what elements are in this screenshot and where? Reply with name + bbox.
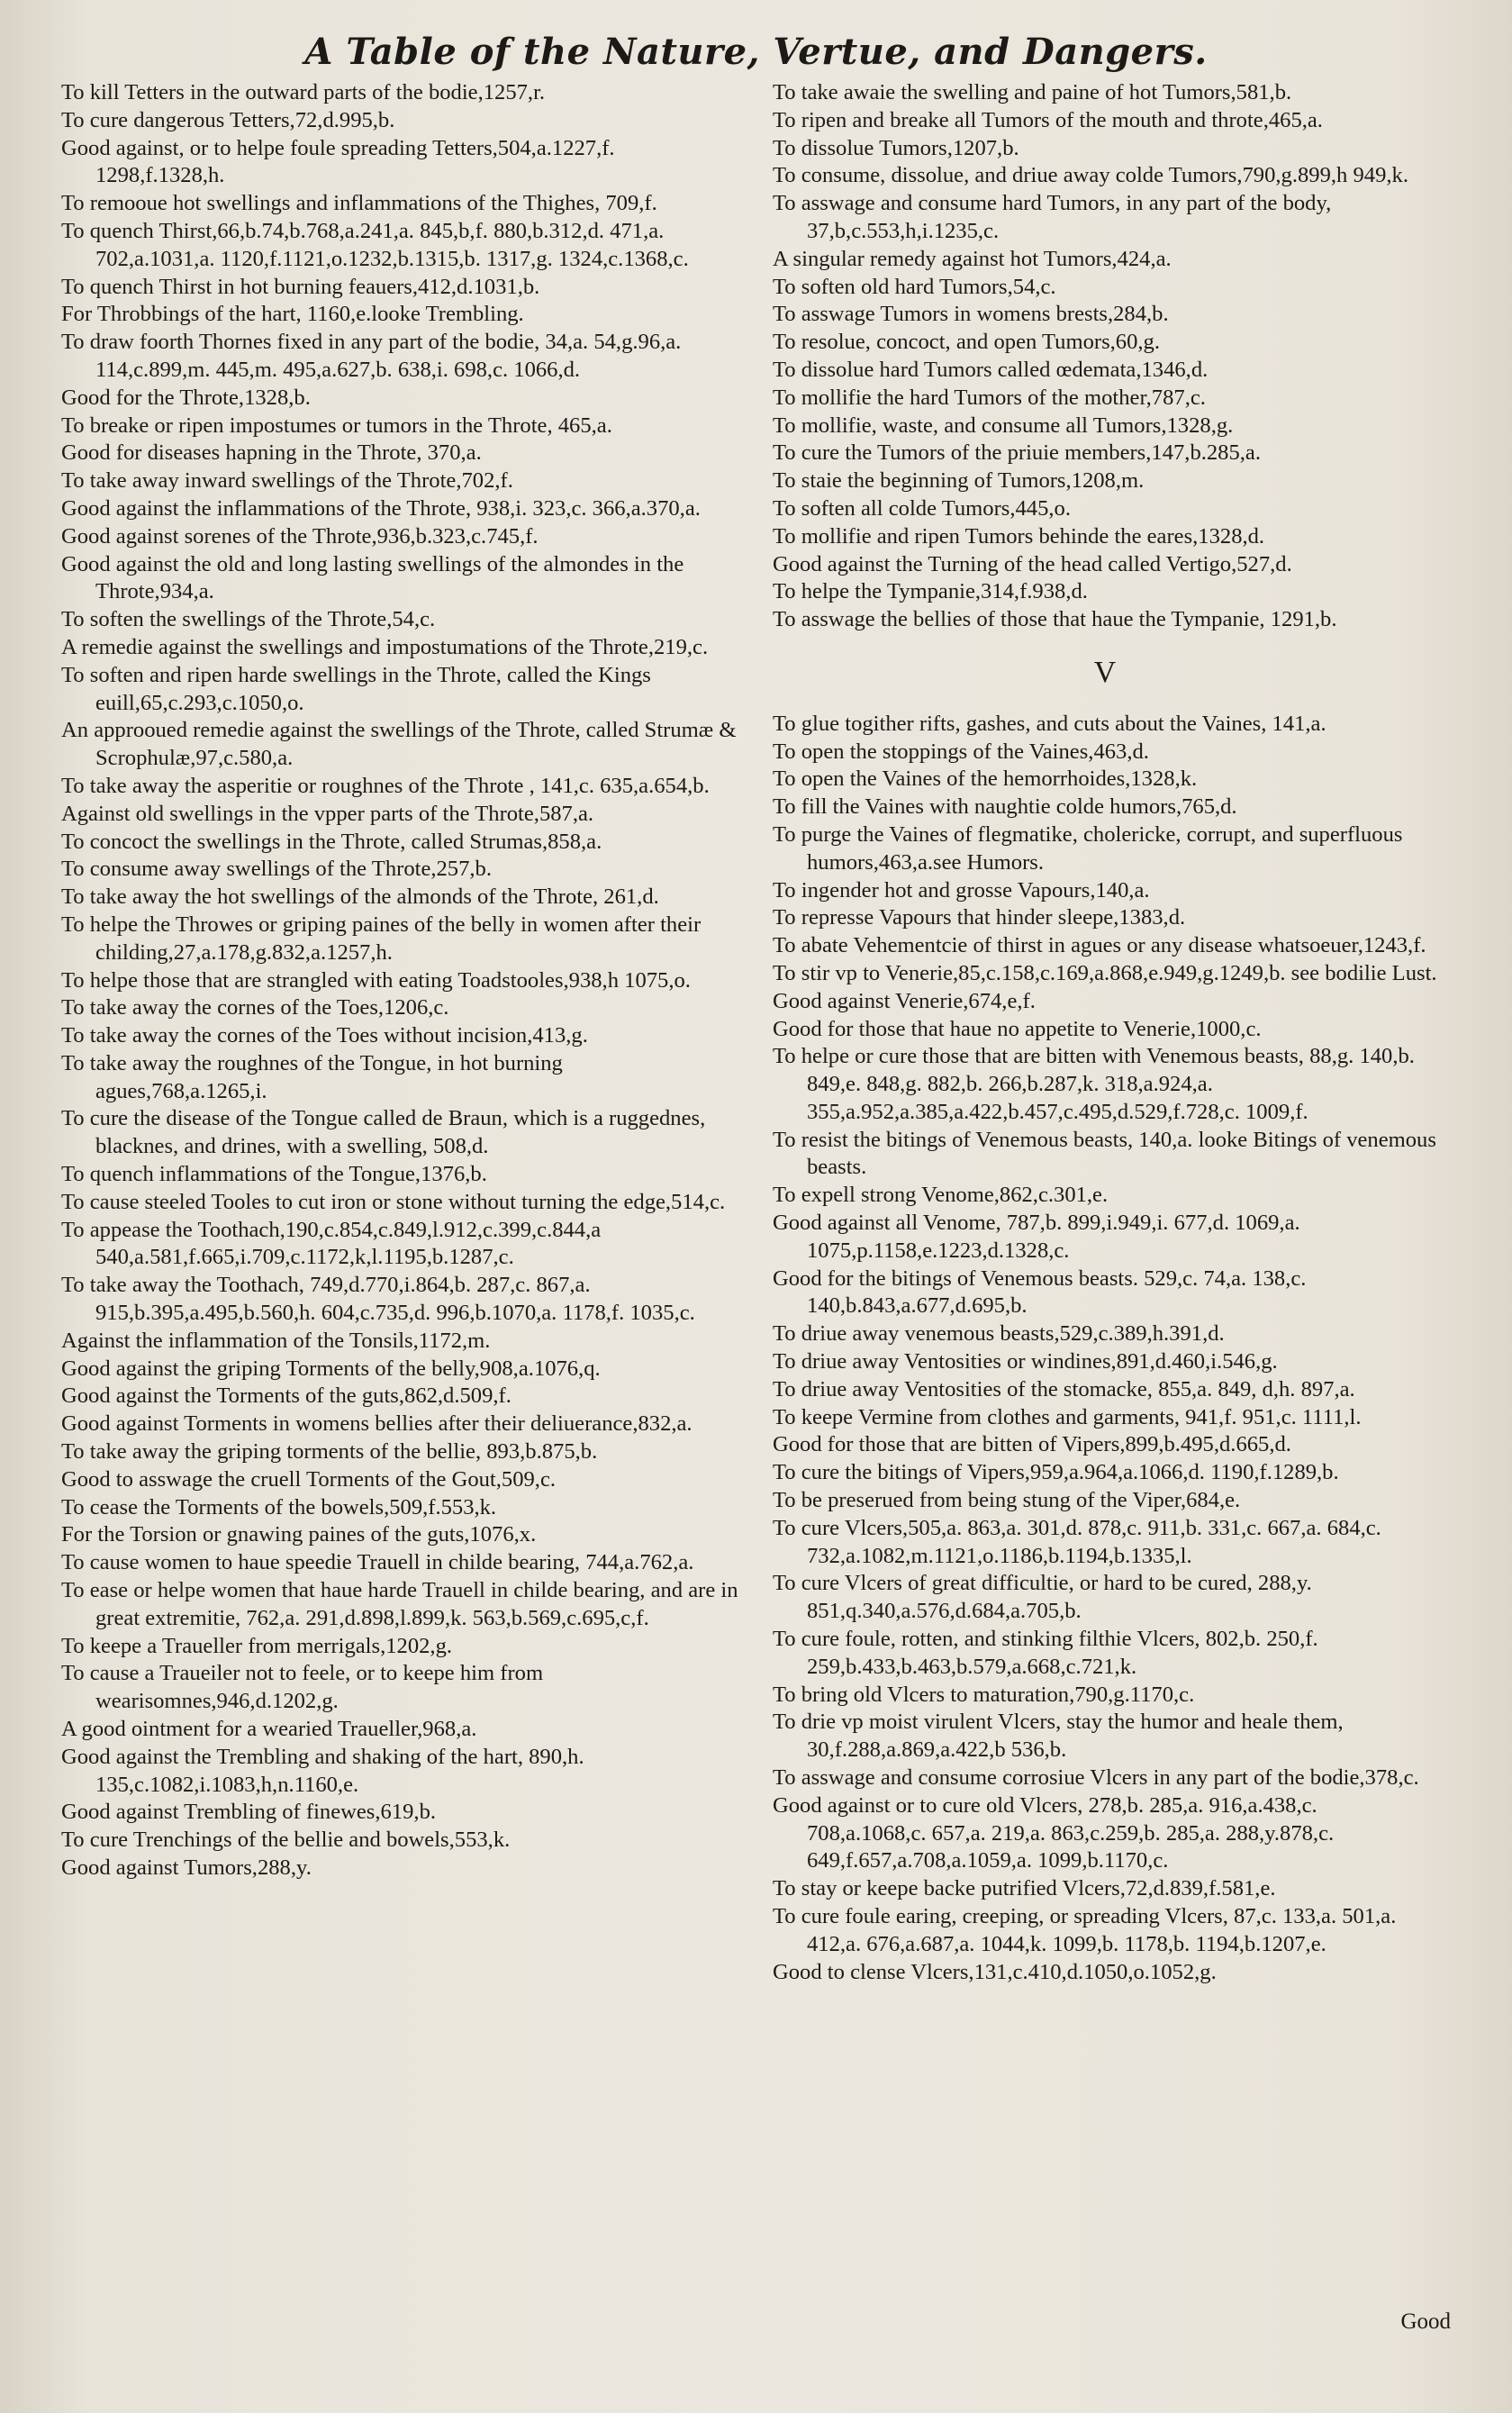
index-entry: Good against all Venome, 787,b. 899,i.949,i. 677,d. 1069,a. 1075,p.1158,e.1223,d.1328,c.	[773, 1211, 1300, 1263]
index-entry: Good against the griping Torments of the belly,908,a.1076,q.	[61, 1356, 601, 1381]
index-entry: Good against, or to helpe foule spreading Tetters,504,a.1227,f. 1298,f.1328,h.	[61, 135, 615, 188]
index-entry: To asswage and consume hard Tumors, in any part of the body, 37,b,c.553,h,i.1235,c.	[773, 191, 1332, 243]
index-entry: For the Torsion or gnawing paines of the guts,1076,x.	[61, 1522, 537, 1547]
index-entry: To take away the hot swellings of the almonds of the Throte, 261,d.	[61, 884, 659, 910]
index-entry: To take away the cornes of the Toes,1206,c.	[61, 995, 449, 1021]
right-column-v-entries	[773, 711, 1437, 1987]
index-entry: To dissolue Tumors,1207,b.	[773, 135, 1019, 160]
index-entry: To helpe or cure those that are bitten with Venemous beasts, 88,g. 140,b. 849,e. 848,g. 882,b. 266,b.287,k. 318,a.924,a. 355,a.952,a.385,a.422,b.457,c.495,d.529,f.728,c. 1009,f.	[773, 1044, 1415, 1124]
index-entry: Good against Trembling of finewes,619,b.	[61, 1800, 437, 1825]
index-entry: To abate Vehementcie of thirst in agues or any disease whatsoeuer,1243,f.	[773, 933, 1426, 958]
page-header-title: A Table of the Nature, Vertue, and Dangers.	[304, 31, 1208, 73]
index-entry: A good ointment for a wearied Traueller,968,a.	[61, 1717, 477, 1742]
index-entry: To cure the Tumors of the priuie members,147,b.285,a.	[773, 440, 1261, 466]
index-entry: Good against the inflammations of the Throte, 938,i. 323,c. 366,a.370,a.	[61, 495, 701, 521]
index-entry: Good against the Torments of the guts,862,d.509,f.	[61, 1383, 512, 1409]
index-entry: Against the inflammation of the Tonsils,1172,m.	[61, 1328, 491, 1353]
index-entry: To driue away venemous beasts,529,c.389,h.391,d.	[773, 1321, 1225, 1347]
index-entry: To mollifie the hard Tumors of the mother,787,c.	[773, 385, 1206, 410]
index-entry: For Throbbings of the hart, 1160,e.looke Trembling.	[61, 302, 524, 327]
index-entry: To quench Thirst,66,b.74,b.768,a.241,a. 845,b,f. 880,b.312,d. 471,a. 702,a.1031,a. 1120,f.1121,o.1232,b.1315,b. 1317,g. 1324,c.1368,c.	[61, 218, 689, 271]
index-entry: To helpe the Tympanie,314,f.938,d.	[773, 579, 1088, 604]
index-entry: To driue away Ventosities or windines,891,d.460,i.546,g.	[773, 1349, 1278, 1374]
index-entry: To take away the Toothach, 749,d.770,i.864,b. 287,c. 867,a. 915,b.395,a.495,b.560,h. 604,c.735,d. 996,b.1070,a. 1178,f. 1035,c.	[61, 1273, 695, 1326]
index-entry: To take away inward swellings of the Throte,702,f.	[61, 468, 513, 494]
index-entry: To ripen and breake all Tumors of the mouth and throte,465,a.	[773, 107, 1323, 132]
index-entry: To quench Thirst in hot burning feauers,412,d.1031,b.	[61, 274, 540, 299]
index-entry: To stay or keepe backe putrified Vlcers,72,d.839,f.581,e.	[773, 1876, 1276, 1901]
index-entry: To take awaie the swelling and paine of hot Tumors,581,b.	[773, 80, 1292, 104]
index-entry: Good to clense Vlcers,131,c.410,d.1050,o.1052,g.	[773, 1959, 1217, 1984]
index-entry: To drie vp moist virulent Vlcers, stay the humor and heale them, 30,f.288,a.869,a.422,b 536,b.	[773, 1710, 1344, 1763]
index-entry: To cause steeled Tooles to cut iron or stone without turning the edge,514,c.	[61, 1189, 726, 1214]
index-entry: To appease the Toothach,190,c.854,c.849,l.912,c.399,c.844,a 540,a.581,f.665,i.709,c.1172,k,l.1195,b.1287,c.	[61, 1217, 602, 1270]
left-column	[61, 79, 738, 1882]
index-entry: To cure Vlcers,505,a. 863,a. 301,d. 878,c. 911,b. 331,c. 667,a. 684,c. 732,a.1082,m.1121,o.1186,b.1194,b.1335,l.	[773, 1515, 1381, 1568]
index-entry: A remedie against the swellings and impostumations of the Throte,219,c.	[61, 634, 709, 659]
index-entry: To draw foorth Thornes fixed in any part of the bodie, 34,a. 54,g.96,a. 114,c.899,m. 445,m. 495,a.627,b. 638,i. 698,c. 1066,d.	[61, 330, 682, 382]
index-entry: To mollifie, waste, and consume all Tumors,1328,g.	[773, 413, 1234, 438]
index-entry: Good against Venerie,674,e,f.	[773, 988, 1036, 1013]
index-entry: Good for the bitings of Venemous beasts. 529,c. 74,a. 138,c. 140,b.843,a.677,d.695,b.	[773, 1265, 1307, 1319]
index-entry: To breake or ripen impostumes or tumors in the Throte, 465,a.	[61, 413, 612, 438]
index-entry: To mollifie and ripen Tumors behinde the eares,1328,d.	[773, 523, 1265, 549]
index-entry: To be preserued from being stung of the Viper,684,e.	[773, 1488, 1241, 1513]
index-entry: To keepe Vermine from clothes and garments, 941,f. 951,c. 1111,l.	[773, 1404, 1362, 1429]
right-column	[773, 79, 1437, 1986]
index-entry: A singular remedy against hot Tumors,424,a.	[773, 246, 1172, 271]
index-entry: To cause a Traueiler not to feele, or to keepe him from wearisomnes,946,d.1202,g.	[61, 1661, 544, 1714]
index-entry: Good against the old and long lasting swellings of the almondes in the Throte,934,a.	[61, 551, 684, 604]
index-entry: To driue away Ventosities of the stomacke, 855,a. 849, d,h. 897,a.	[773, 1376, 1355, 1402]
index-entry: To concoct the swellings in the Throte, called Strumas,858,a.	[61, 829, 602, 854]
index-entry: To take away the roughnes of the Tongue, in hot burning agues,768,a.1265,i.	[61, 1050, 563, 1103]
index-entry: To resolue, concoct, and open Tumors,60,g.	[773, 330, 1160, 355]
index-entry: To cure Trenchings of the bellie and bowels,553,k.	[61, 1828, 511, 1853]
index-entry: Good against Tumors,288,y.	[61, 1855, 312, 1880]
index-entry: To quench inflammations of the Tongue,1376,b.	[61, 1162, 487, 1187]
index-entry: Good to asswage the cruell Torments of the Gout,509,c.	[61, 1466, 557, 1492]
index-entry: To bring old Vlcers to maturation,790,g.1170,c.	[773, 1682, 1195, 1707]
index-entry: Good for those that haue no appetite to Venerie,1000,c.	[773, 1016, 1262, 1041]
index-entry: To asswage the bellies of those that haue the Tympanie, 1291,b.	[773, 607, 1337, 632]
index-entry: To soften the swellings of the Throte,54,c.	[61, 607, 436, 632]
index-entry: To ingender hot and grosse Vapours,140,a.	[773, 877, 1150, 903]
index-entry: To cure the bitings of Vipers,959,a.964,a.1066,d. 1190,f.1289,b.	[773, 1460, 1339, 1485]
index-entry: To staie the beginning of Tumors,1208,m.	[773, 468, 1145, 494]
index-entry: To expell strong Venome,862,c.301,e.	[773, 1183, 1109, 1208]
index-entry: Good against the Trembling and shaking of the hart, 890,h. 135,c.1082,i.1083,h,n.1160,e.	[61, 1744, 584, 1797]
index-entry: Good for those that are bitten of Vipers,899,b.495,d.665,d.	[773, 1432, 1291, 1457]
index-entry: To resist the bitings of Venemous beasts, 140,a. looke Bitings of venemous beasts.	[773, 1127, 1436, 1180]
index-entry: To cause women to haue speedie Trauell in childe bearing, 744,a.762,a.	[61, 1550, 694, 1575]
index-entry: To take away the asperitie or roughnes of the Throte , 141,c. 635,a.654,b.	[61, 773, 710, 798]
index-entry: To helpe the Throwes or griping paines of the belly in women after their childing,27,a.178,g.832,a.1257,h.	[61, 912, 702, 965]
index-entry: To represse Vapours that hinder sleepe,1383,d.	[773, 905, 1186, 930]
index-entry: To helpe those that are strangled with eating Toadstooles,938,h 1075,o.	[61, 967, 691, 993]
index-entry: Good against sorenes of the Throte,936,b.323,c.745,f.	[61, 523, 539, 549]
index-entry: To soften all colde Tumors,445,o.	[773, 495, 1071, 521]
index-entry: To cure foule, rotten, and stinking filthie Vlcers, 802,b. 250,f. 259,b.433,b.463,b.579,a.668,c.721,k.	[773, 1627, 1318, 1679]
index-entry: To purge the Vaines of flegmatike, cholericke, corrupt, and superfluous humors,463,a.see Humors.	[773, 821, 1403, 875]
index-entry: Good against Torments in womens bellies after their deliuerance,832,a.	[61, 1411, 693, 1437]
section-letter-v: V	[1093, 655, 1117, 689]
index-entry: To cure the disease of the Tongue called de Braun, which is a ruggednes, blacknes, and drines, with a swelling, 508,d.	[61, 1106, 706, 1159]
index-entry: To stir vp to Venerie,85,c.158,c.169,a.868,e.949,g.1249,b. see bodilie Lust.	[773, 960, 1437, 985]
index-entry: To kill Tetters in the outward parts of the bodie,1257,r.	[61, 80, 546, 104]
index-entry: To fill the Vaines with naughtie colde humors,765,d.	[773, 794, 1237, 820]
index-entry: To cease the Torments of the bowels,509,f.553,k.	[61, 1494, 497, 1519]
index-entry: To glue togither rifts, gashes, and cuts about the Vaines, 141,a.	[773, 711, 1326, 736]
index-entry: To dissolue hard Tumors called œdemata,1346,d.	[773, 357, 1209, 382]
index-entry: Good against the Turning of the head called Vertigo,527,d.	[773, 551, 1292, 576]
index-entry: To keepe a Traueller from merrigals,1202,g.	[61, 1633, 453, 1658]
index-entry: To ease or helpe women that haue harde Trauell in childe bearing, and are in great extremitie, 762,a. 291,d.898,l.899,k. 563,b.569,c.695,c,f.	[61, 1578, 738, 1630]
index-entry: Good for diseases hapning in the Throte, 370,a.	[61, 440, 482, 466]
index-entry: Against old swellings in the vpper parts of the Throte,587,a.	[61, 801, 594, 826]
index-entry: Good for the Throte,1328,b.	[61, 385, 311, 410]
index-entry: To open the stoppings of the Vaines,463,d.	[773, 739, 1149, 764]
index-entry: To soften old hard Tumors,54,c.	[773, 274, 1056, 299]
index-entry: To consume, dissolue, and driue away colde Tumors,790,g.899,h 949,k.	[773, 163, 1408, 188]
index-entry: To cure Vlcers of great difficultie, or hard to be cured, 288,y. 851,q.340,a.576,d.684,a.705,b.	[773, 1571, 1312, 1624]
index-entry: To consume away swellings of the Throte,257,b.	[61, 857, 492, 882]
index-entry: To asswage and consume corrosiue Vlcers in any part of the bodie,378,c.	[773, 1765, 1419, 1791]
index-entry: To asswage Tumors in womens brests,284,b.	[773, 302, 1169, 327]
index-entry: To soften and ripen harde swellings in the Throte, called the Kings euill,65,c.293,c.1050,o.	[61, 662, 651, 715]
right-column-t-entries	[773, 79, 1437, 634]
index-entry: To open the Vaines of the hemorrhoides,1328,k.	[773, 767, 1198, 792]
index-entry: To take away the griping torments of the bellie, 893,b.875,b.	[61, 1439, 598, 1465]
index-entry: An approoued remedie against the swellings of the Throte, called Strumæ & Scrophulæ,97,c.580,a.	[61, 718, 737, 771]
index-entry: To cure dangerous Tetters,72,d.995,b.	[61, 107, 395, 132]
index-entry: To cure foule earing, creeping, or spreading Vlcers, 87,c. 133,a. 501,a. 412,a. 676,a.687,a. 1044,k. 1099,b. 1178,b. 1194,b.1207,e.	[773, 1904, 1397, 1956]
index-entry: To remooue hot swellings and inflammations of the Thighes, 709,f.	[61, 191, 657, 216]
catchword: Good	[1400, 2309, 1451, 2334]
index-entry: To take away the cornes of the Toes without incision,413,g.	[61, 1023, 588, 1048]
index-entry: Good against or to cure old Vlcers, 278,b. 285,a. 916,a.438,c. 708,a.1068,c. 657,a. 219,a. 863,c.259,b. 285,a. 288,y.878,c. 649,f.657,a.708,a.1059,a. 1099,b.1170,c.	[773, 1792, 1335, 1873]
